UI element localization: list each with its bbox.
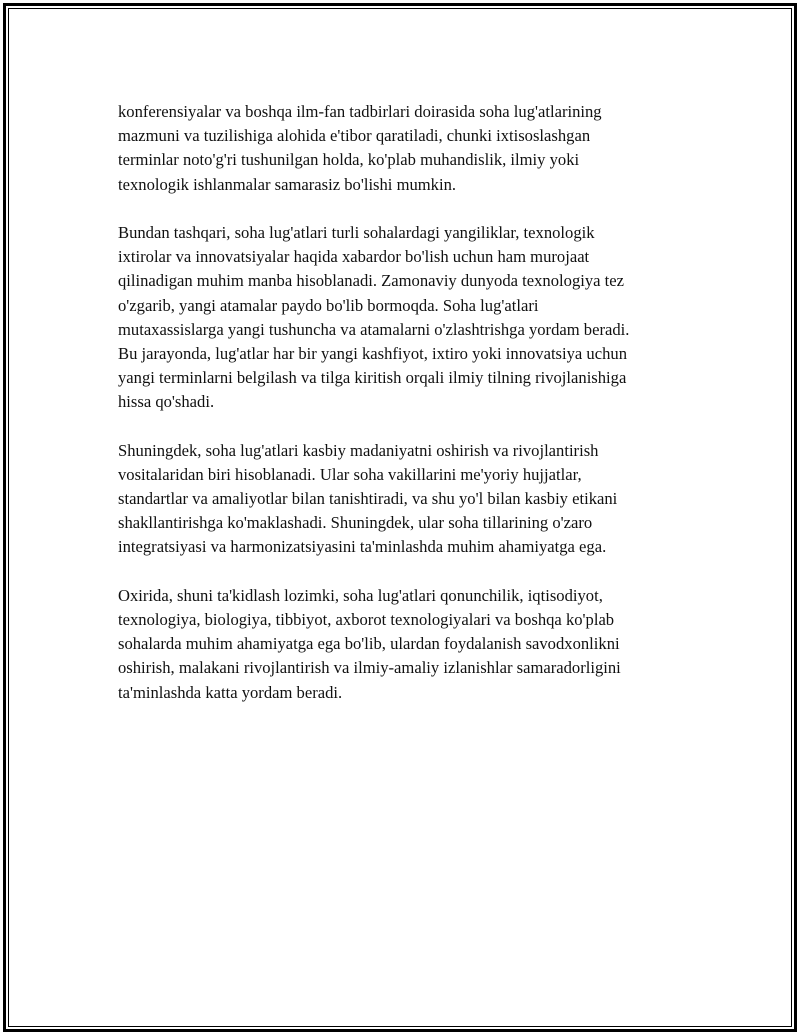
text-line: Bundan tashqari, soha lug'atlari turli sohalardagi yangiliklar, texnologik <box>118 222 595 242</box>
paragraph-1 <box>118 100 698 197</box>
text-line: ixtirolar va innovatsiyalar haqida xabardor bo'lish uchun ham murojaat <box>118 247 590 267</box>
page-border <box>3 3 797 1032</box>
text-line: standartlar va amaliyotlar bilan tanishtiradi, va shu yo'l bilan kasbiy etikani <box>118 489 618 508</box>
text-line: texnologik ishlanmalar samarasiz bo'lishi mumkin. <box>118 174 457 194</box>
text-line: oshirish, malakani rivojlantirish va ilmiy-amaliy izlanishlar samaradorligini <box>118 658 621 678</box>
text-line: o'zgarib, yangi atamalar paydo bo'lib bormoqda. Soha lug'atlari <box>118 295 539 315</box>
text-line: konferensiyalar va boshqa ilm-fan tadbirlari doirasida soha lug'atlarining <box>118 102 602 121</box>
text-line: ta'minlashda katta yordam beradi. <box>118 682 343 702</box>
text-line: vositalaridan biri hisoblanadi. Ular soha vakillarini me'yoriy hujjatlar, <box>118 464 582 484</box>
text-line: Bu jarayonda, lug'atlar har bir yangi kashfiyot, ixtiro yoki innovatsiya uchun <box>118 343 627 363</box>
text-line: Shuningdek, soha lug'atlari kasbiy madaniyatni oshirish va rivojlantirish <box>118 440 599 460</box>
text-line: Oxirida, shuni ta'kidlash lozimki, soha lug'atlari qonunchilik, iqtisodiyot, <box>118 585 603 605</box>
text-line: yangi terminlarni belgilash va tilga kiritish orqali ilmiy tilning rivojlanishiga <box>118 368 627 388</box>
text-line: integratsiyasi va harmonizatsiyasini ta'minlashda muhim ahamiyatga ega. <box>118 537 607 557</box>
text-line: qilinadigan muhim manba hisoblanadi. Zamonaviy dunyoda texnologiya tez <box>118 271 624 291</box>
text-line: sohalarda muhim ahamiyatga ega bo'lib, ulardan foydalanish savodxonlikni <box>118 634 620 654</box>
document-body <box>118 100 698 729</box>
text-line: hissa qo'shadi. <box>118 392 215 412</box>
text-line: mazmuni va tuzilishiga alohida e'tibor qaratiladi, chunki ixtisoslashgan <box>118 126 591 146</box>
paragraph-4 <box>118 584 698 705</box>
text-line: mutaxassislarga yangi tushuncha va atamalarni o'zlashtrishga yordam beradi. <box>118 319 630 339</box>
paragraph-2 <box>118 221 698 415</box>
text-line: shakllantirishga ko'maklashadi. Shuningdek, ular soha tillarining o'zaro <box>118 513 593 533</box>
text-line: terminlar noto'g'ri tushunilgan holda, ko'plab muhandislik, ilmiy yoki <box>118 150 580 170</box>
text-line: texnologiya, biologiya, tibbiyot, axborot texnologiyalari va boshqa ko'plab <box>118 609 615 629</box>
paragraph-3 <box>118 439 698 560</box>
